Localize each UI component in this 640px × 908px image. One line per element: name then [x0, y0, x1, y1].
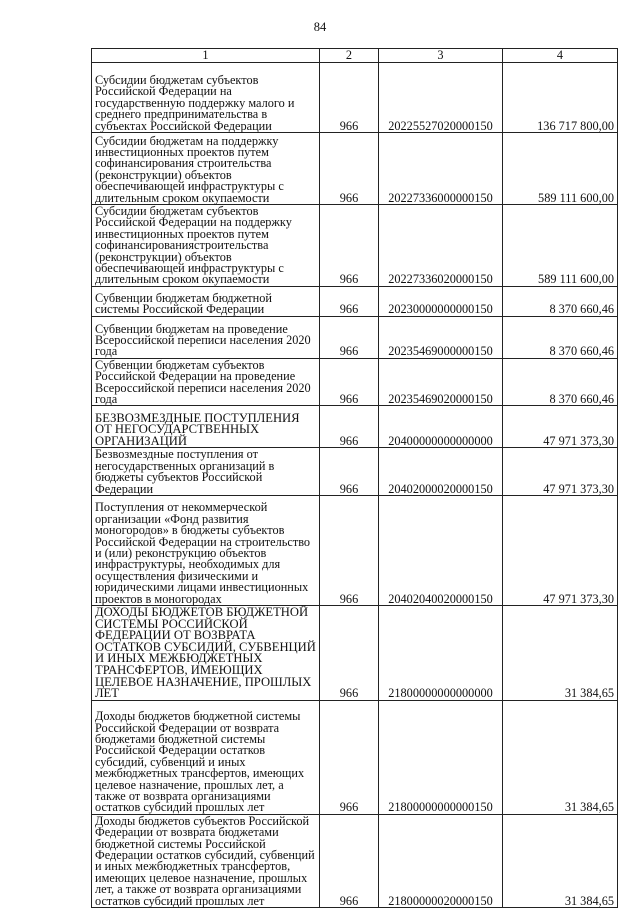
column-header-3: 3	[379, 49, 503, 63]
table-row	[92, 814, 618, 907]
row-amount: 136 717 800,00	[503, 63, 618, 133]
table-row	[92, 606, 618, 701]
row-amount: 47 971 373,30	[503, 448, 618, 496]
row-budget-classification-code: 21800000000000000	[379, 606, 503, 701]
row-budget-classification-code: 21800000000000150	[379, 700, 503, 814]
table-row	[92, 205, 618, 287]
row-budget-classification-code: 20400000000000000	[379, 406, 503, 448]
column-header-2: 2	[320, 49, 379, 63]
table-row	[92, 700, 618, 814]
row-description: Доходы бюджетов бюджетной системы Российской Федерации от возврата бюджетами бюджетной системы Российской Федерации остатков субсидий, субвенций и иных межбюджетных трансфертов, имеющих целевое назначение, прошлых лет, а также от возврата организациями остатков субсидий прошлых лет	[92, 700, 320, 814]
table-row	[92, 286, 618, 316]
row-budget-classification-code: 20402040020000150	[379, 496, 503, 606]
row-admin-code: 966	[320, 63, 379, 133]
table-row	[92, 448, 618, 496]
row-amount: 589 111 600,00	[503, 205, 618, 287]
row-amount: 31 384,65	[503, 814, 618, 907]
row-budget-classification-code: 20225527020000150	[379, 63, 503, 133]
row-admin-code: 966	[320, 814, 379, 907]
table-row	[92, 316, 618, 358]
table-row	[92, 133, 618, 205]
row-amount: 589 111 600,00	[503, 133, 618, 205]
row-budget-classification-code: 20227336020000150	[379, 205, 503, 287]
row-admin-code: 966	[320, 133, 379, 205]
row-budget-classification-code: 20227336000000150	[379, 133, 503, 205]
row-amount: 47 971 373,30	[503, 496, 618, 606]
row-amount: 8 370 660,46	[503, 358, 618, 406]
table-header-row	[92, 49, 618, 63]
row-admin-code: 966	[320, 448, 379, 496]
table-row	[92, 63, 618, 133]
row-description: БЕЗВОЗМЕЗДНЫЕ ПОСТУПЛЕНИЯ ОТ НЕГОСУДАРСТВЕННЫХ ОРГАНИЗАЦИЙ	[92, 406, 320, 448]
row-description: Субсидии бюджетам субъектов Российской Федерации на поддержку инвестиционных проектов путем софинансированиястроительства (реконструкции) объектов обеспечивающей инфраструктуры с длительным сроком окупаемости	[92, 205, 320, 287]
row-admin-code: 966	[320, 406, 379, 448]
row-admin-code: 966	[320, 606, 379, 701]
row-admin-code: 966	[320, 358, 379, 406]
row-amount: 47 971 373,30	[503, 406, 618, 448]
row-description: ДОХОДЫ БЮДЖЕТОВ БЮДЖЕТНОЙ СИСТЕМЫ РОССИЙСКОЙ ФЕДЕРАЦИИ ОТ ВОЗВРАТА ОСТАТКОВ СУБСИДИЙ, СУБВЕНЦИЙ И ИНЫХ МЕЖБЮДЖЕТНЫХ ТРАНСФЕРТОВ, ИМЕЮЩИХ ЦЕЛЕВОЕ НАЗНАЧЕНИЕ, ПРОШЛЫХ ЛЕТ	[92, 606, 320, 701]
row-description: Субвенции бюджетам бюджетной системы Российской Федерации	[92, 286, 320, 316]
row-amount: 31 384,65	[503, 606, 618, 701]
column-header-4: 4	[503, 49, 618, 63]
row-description: Субсидии бюджетам субъектов Российской Федерации на государственную поддержку малого и среднего предпринимательства в субъектах Российской Федерации	[92, 63, 320, 133]
row-budget-classification-code: 20235469020000150	[379, 358, 503, 406]
row-admin-code: 966	[320, 205, 379, 287]
row-budget-classification-code: 20235469000000150	[379, 316, 503, 358]
table-row	[92, 406, 618, 448]
row-amount: 31 384,65	[503, 700, 618, 814]
column-header-1: 1	[92, 49, 320, 63]
table-row	[92, 358, 618, 406]
row-amount: 8 370 660,46	[503, 286, 618, 316]
row-description: Субвенции бюджетам субъектов Российской Федерации на проведение Всероссийской переписи населения 2020 года	[92, 358, 320, 406]
row-description: Безвозмездные поступления от негосударственных организаций в бюджеты субъектов Российской Федерации	[92, 448, 320, 496]
row-description: Поступления от некоммерческой организации «Фонд развития моногородов» в бюджеты субъектов Российской Федерации на строительство и (или) реконструкцию объектов инфраструктуры, необходимых для осуществления физическими и юридическими лицами инвестиционных проектов в моногородах	[92, 496, 320, 606]
row-budget-classification-code: 20230000000000150	[379, 286, 503, 316]
table-row	[92, 496, 618, 606]
row-admin-code: 966	[320, 496, 379, 606]
row-description: Доходы бюджетов субъектов Российской Федерации от возврата бюджетами бюджетной системы Российской Федерации остатков субсидий, субвенций и иных межбюджетных трансфертов, имеющих целевое назначение, прошлых лет, а также от возврата организациями остатков субсидий прошлых лет	[92, 814, 320, 907]
row-description: Субвенции бюджетам на проведение Всероссийской переписи населения 2020 года	[92, 316, 320, 358]
row-admin-code: 966	[320, 700, 379, 814]
row-description: Субсидии бюджетам на поддержку инвестиционных проектов путем софинансирования строительства (реконструкции) объектов обеспечивающей инфраструктуры с длительным сроком окупаемости	[92, 133, 320, 205]
page-number: 84	[313, 20, 327, 34]
row-admin-code: 966	[320, 286, 379, 316]
row-budget-classification-code: 21800000020000150	[379, 814, 503, 907]
row-budget-classification-code: 20402000020000150	[379, 448, 503, 496]
revenue-table	[91, 48, 618, 908]
row-admin-code: 966	[320, 316, 379, 358]
row-amount: 8 370 660,46	[503, 316, 618, 358]
